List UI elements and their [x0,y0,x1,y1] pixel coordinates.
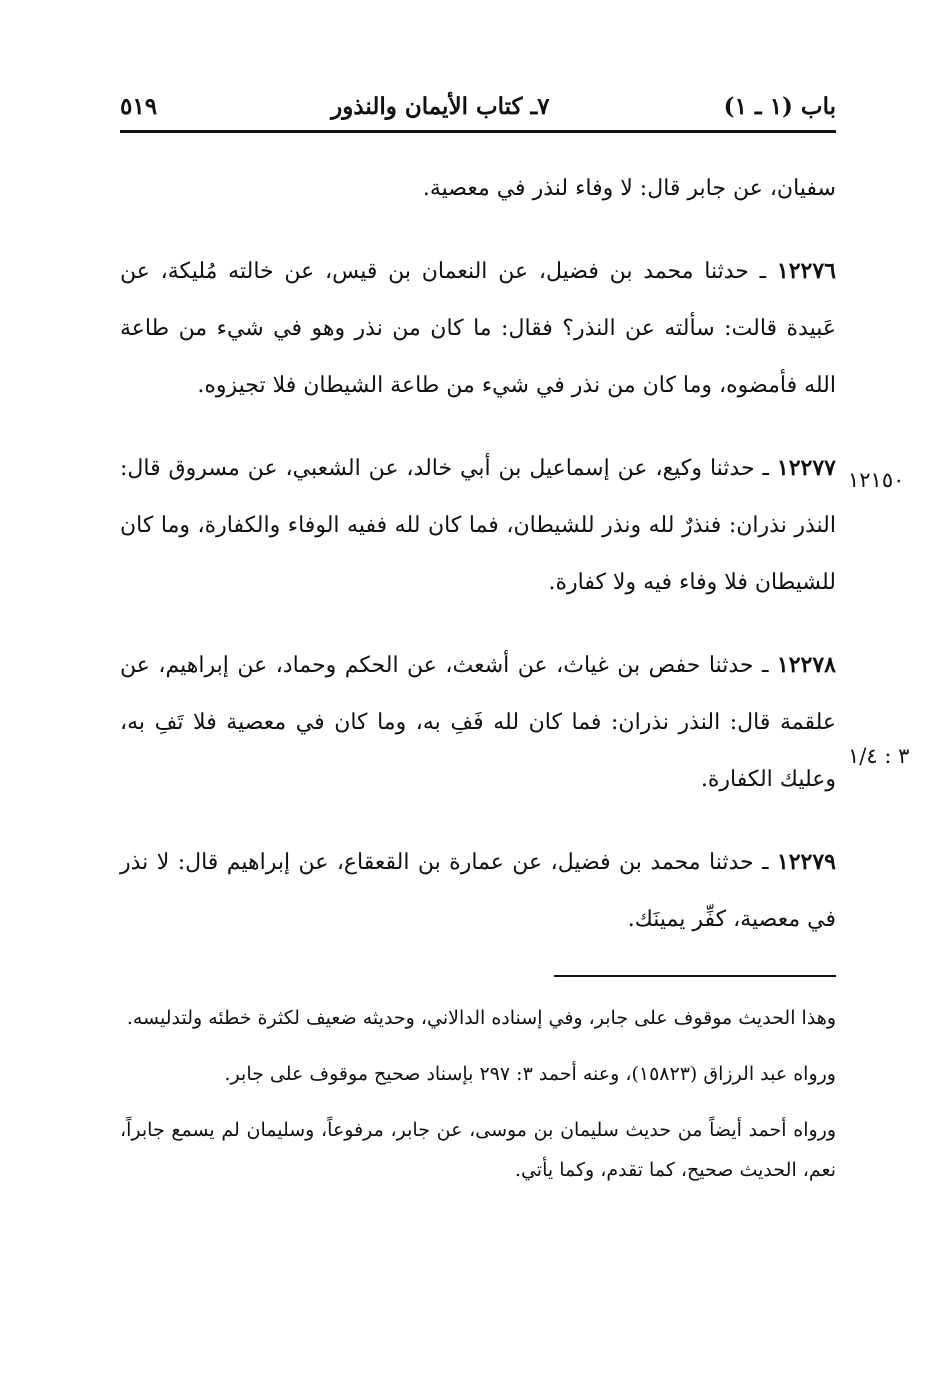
paragraph-text: ـ حدثنا محمد بن فضيل، عن عمارة بن القعقاع، عن إبراهيم قال: لا نذر في معصية، كفِّر يمينَك. [120,850,836,932]
footnote: ورواه أحمد أيضاً من حديث سليمان بن موسى، عن جابر، مرفوعاً، وسليمان لم يسمع جابراً، نعم، الحديث صحيح، كما تقدم، وكما يأتي. [120,1119,836,1181]
paragraph-text: ـ حدثنا حفص بن غياث، عن أشعث، عن الحكم وحماد، عن إبراهيم، عن علقمة قال: النذر نذران: فما كان لله فَفِ به، وما كان في معصية فلا تَفِ به، وعليك الكفارة. [120,653,836,792]
book-title: ٧ـ كتاب الأيمان والنذور [331,92,550,120]
margin-reference: ٣ : ١/٤ [848,744,910,768]
hadith-paragraph [120,243,836,414]
hadith-number: ١٢٢٧٩ [776,849,836,875]
paragraph-text: ـ حدثنا وكيع، عن إسماعيل بن أبي خالد، عن الشعبي، عن مسروق قال: النذر نذران: فنذرٌ لله ونذر للشيطان، فما كان لله ففيه الوفاء والكفارة، وما كان للشيطان فلا وفاء فيه ولا كفارة. [120,456,836,595]
footnotes [120,998,836,1206]
paragraph-continuation [120,160,836,217]
footnote: وهذا الحديث موقوف على جابر، وفي إسناده الدالاني، وحديثه ضعيف لكثرة خطئه ولتدليسه. [126,1007,836,1029]
page-header [120,88,836,124]
footnote: ورواه عبد الرزاق (١٥٨٢٣)، وعنه أحمد ٣: ٢٩٧ بإسناد صحيح موقوف على جابر. [224,1063,836,1085]
paragraph-text: سفيان، عن جابر قال: لا وفاء لنذر في معصية. [422,176,836,201]
page-number: ٥١٩ [120,92,158,120]
hadith-paragraph [120,834,836,948]
hadith-paragraph [120,440,836,611]
footnote-separator [554,975,836,977]
section-title: باب (١ ـ ١) [723,92,836,120]
hadith-paragraph [120,637,836,808]
margin-reference: ١٢١٥٠ [848,468,905,492]
hadith-number: ١٢٢٧٨ [776,652,836,678]
main-text [120,160,836,948]
hadith-number: ١٢٢٧٧ [776,455,836,481]
paragraph-text: ـ حدثنا محمد بن فضيل، عن النعمان بن قيس، عن خالته مُليكة، عن عَبيدة قالت: سألته عن النذر؟ فقال: ما كان من نذر وهو في شيء من طاعة الله فأمضوه، وما كان من نذر في شيء من طاعة الشيطان فلا تجيزوه. [120,259,836,398]
header-rule [120,130,836,133]
hadith-number: ١٢٢٧٦ [776,258,836,284]
